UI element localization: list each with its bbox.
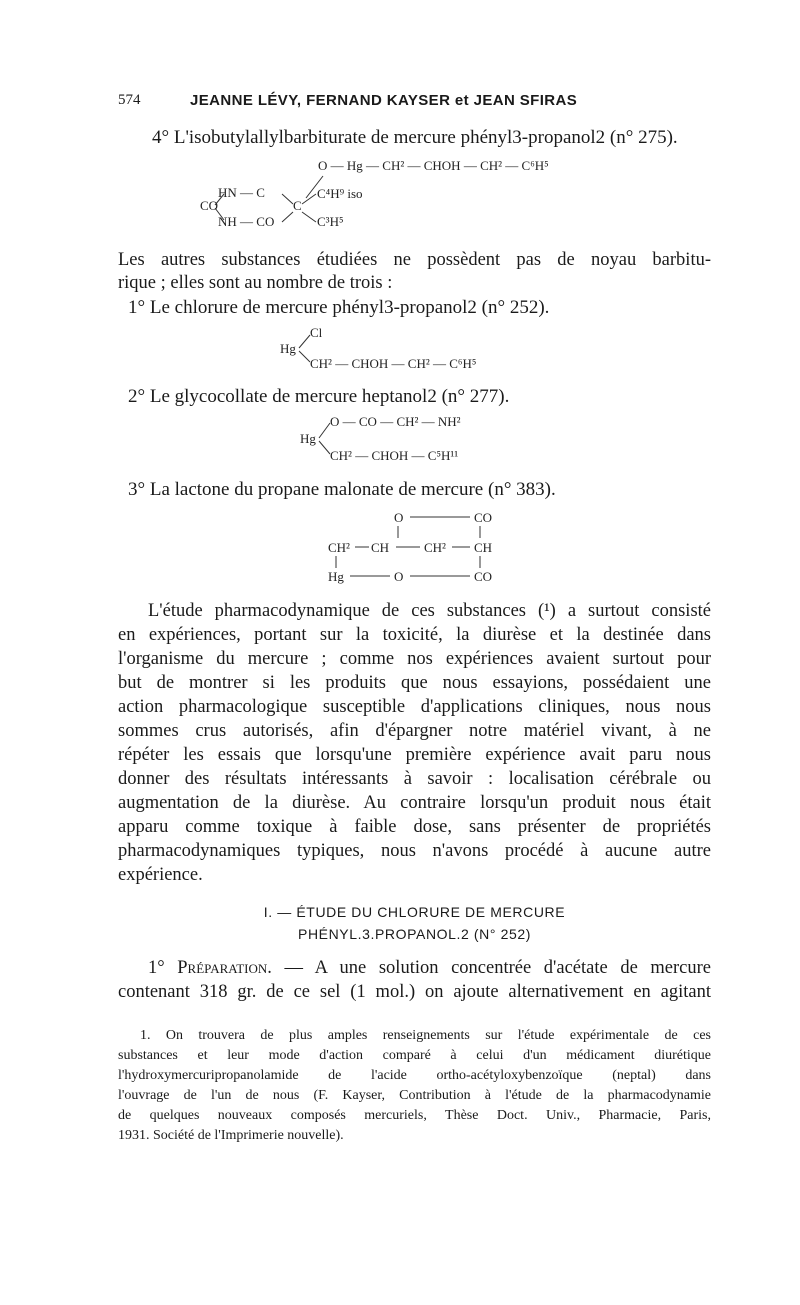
formula-top: O — CO — CH² — NH² [330, 414, 461, 429]
formula-r2: C³H⁵ [317, 214, 344, 229]
formula-hg: Hg [280, 341, 296, 356]
paragraph-line: donner des résultats intéressants à savoir : localisation cérébrale ou [118, 769, 711, 789]
glycocollate-formula [300, 410, 580, 464]
paragraph-line: répéter les essais que lorsqu'une première expérience avait paru nous [118, 745, 711, 765]
paragraph-line: expérience. [118, 865, 203, 885]
paragraph-line: sommes crus autorisés, afin d'épargner notre matériel vivant, à ne [118, 721, 711, 741]
preparation-heading: Préparation. [177, 958, 272, 978]
section-heading-line-2: PHÉNYL.3.PROPANOL.2 (N° 252) [298, 926, 531, 942]
footnote-line: 1931. Société de l'Imprimerie nouvelle). [118, 1128, 344, 1143]
formula-c: C [293, 198, 302, 213]
preparation-text: — A une solution concentrée d'acétate de mercure [284, 958, 711, 978]
formula-o-top: O [394, 510, 404, 525]
paragraph-line: L'étude pharmacodynamique de ces substances (¹) a surtout consisté [148, 601, 711, 621]
footnote-line: l'ouvrage de l'un de nous (F. Kayser, Contribution à l'étude de la pharmacodynamie [118, 1088, 711, 1103]
barbiturate-formula [200, 152, 560, 232]
formula-ch2: CH² [328, 540, 350, 555]
footnote-line: de quelques nouveaux composés mercuriels, Thèse Doct. Univ., Pharmacie, Paris, [118, 1108, 711, 1123]
paragraph-line: apparu comme toxique à faible dose, sans présenter de propriétés [118, 817, 711, 837]
preparation-line-2: contenant 318 gr. de ce sel (1 mol.) on ajoute alternativement en agitant [118, 982, 711, 1002]
formula-r1: C⁴H⁹ iso [317, 186, 363, 201]
formula-ch: CH [371, 540, 390, 555]
intro-line-1: Les autres substances étudiées ne possèdent pas de noyau barbitu- [118, 250, 711, 270]
section-heading-line-1: I. — ÉTUDE DU CHLORURE DE MERCURE [263, 904, 566, 920]
item3-title: 3° La lactone du propane malonate de mercure (n° 383). [128, 479, 556, 500]
footnote-line: substances et leur mode d'action comparé à celui d'un médicament diurétique [118, 1048, 711, 1063]
formula-hg: Hg [300, 431, 316, 446]
formula-hn: HN — C [218, 185, 265, 200]
paragraph-line: en expériences, portant sur la toxicité, la diurèse et la destinée dans [118, 625, 711, 645]
item4-title: 4° L'isobutylallylbarbiturate de mercure phényl3-propanol2 (n° 275). [152, 127, 678, 148]
lactone-formula [328, 506, 508, 586]
formula-o-bottom: O [394, 569, 404, 584]
formula-co: CO [200, 198, 219, 213]
preparation-line-1 [118, 957, 711, 980]
formula-hg: Hg [328, 569, 344, 584]
paragraph-line: l'organisme du mercure ; comme nos expériences avaient surtout pour [118, 649, 711, 669]
formula-ch2b: CH² [424, 540, 446, 555]
item2-title: 2° Le glycocollate de mercure heptanol2 (n° 277). [128, 386, 510, 407]
running-title: JEANNE LÉVY, FERNAND KAYSER et JEAN SFIRAS [190, 92, 578, 109]
formula-co-bottom: CO [474, 569, 493, 584]
item1-title: 1° Le chlorure de mercure phényl3-propanol2 (n° 252). [128, 297, 550, 318]
footnote-line: l'hydroxymercuripropanolamide de l'acide ortho-acétyloxybenzoïque (neptal) dans [118, 1068, 711, 1083]
formula-top-chain: O — Hg — CH² — CHOH — CH² — C⁶H⁵ [318, 158, 549, 173]
running-header [118, 92, 718, 114]
paragraph-line: action pharmacologique susceptible d'applications cliniques, nous nous [118, 697, 711, 717]
intro-line-2: rique ; elles sont au nombre de trois : [118, 273, 393, 293]
paragraph-line: but de montrer si les produits que nous essayions, possédaient une [118, 673, 711, 693]
page-number: 574 [118, 92, 141, 108]
formula-nh: NH — CO [218, 214, 275, 229]
formula-cl: Cl [310, 325, 323, 340]
formula-ch-right: CH [474, 540, 493, 555]
chlorure-formula [280, 322, 600, 372]
formula-co-top: CO [474, 510, 493, 525]
paragraph-line: augmentation de la diurèse. Au contraire lorsqu'un produit nous était [118, 793, 711, 813]
formula-bottom: CH² — CHOH — C⁵H¹¹ [330, 448, 459, 463]
paragraph-line: pharmacodynamiques typiques, nous n'avons procédé à aucune autre [118, 841, 711, 861]
footnote-line: 1. On trouvera de plus amples renseignements sur l'étude expérimentale de ces [140, 1028, 711, 1043]
preparation-number: 1° [148, 958, 165, 978]
formula-chain: CH² — CHOH — CH² — C⁶H⁵ [310, 356, 477, 371]
